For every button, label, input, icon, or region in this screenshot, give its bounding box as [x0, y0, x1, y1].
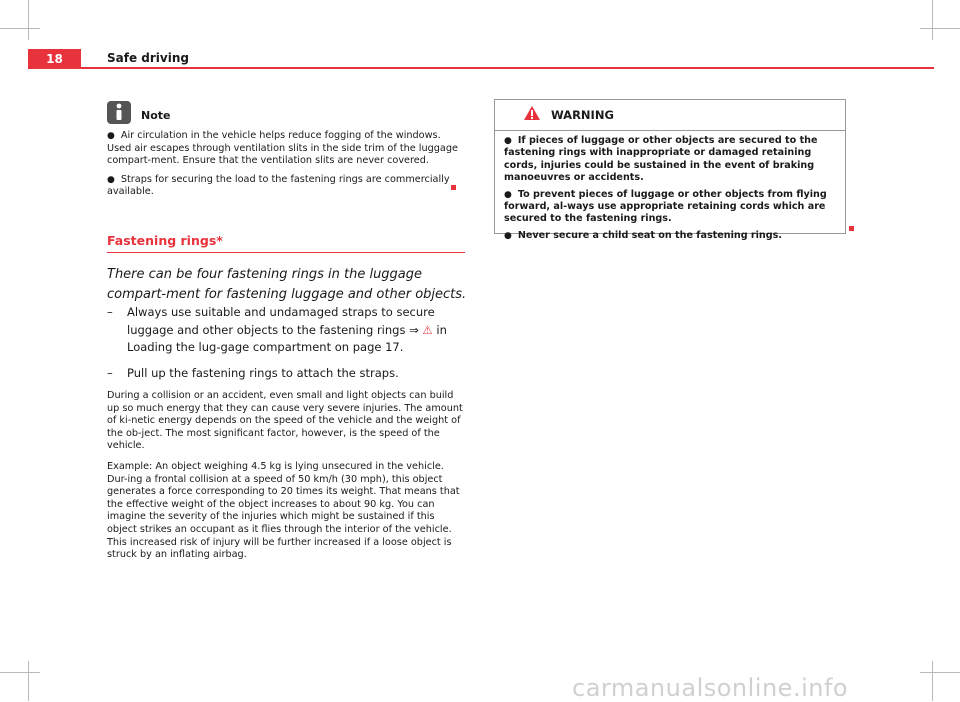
note-block	[107, 100, 465, 199]
info-icon	[107, 101, 131, 124]
bullet-icon: ●	[107, 174, 115, 185]
step-item: – Always use suitable and undamaged straps to secure luggage and other objects to the fastening rings ⇒ ⚠ in Loading the lug-gage compartment on page 17.	[107, 304, 467, 357]
section-end-mark-icon	[451, 185, 456, 190]
note-title: Note	[141, 108, 171, 122]
warning-bullet: ● To prevent pieces of luggage or other objects from flying forward, al-ways use appropriate retaining cords which are secured to the fastening rings.	[504, 188, 827, 225]
warning-body	[495, 131, 845, 242]
page-number: 18	[28, 49, 81, 69]
page-header-title: Safe driving	[107, 51, 189, 65]
crop-mark	[0, 672, 40, 673]
body-paragraph: During a collision or an accident, even small and light objects can build up so much energy that they can cause very severe injuries. The amount of ki-netic energy depends on the speed of the vehicle and the weight of the ob-ject. The most significant factor, however, is the speed of the vehicle.	[107, 390, 463, 452]
crop-mark	[920, 672, 960, 673]
step-item: – Pull up the fastening rings to attach the straps.	[107, 365, 467, 383]
warning-triangle-icon	[523, 105, 541, 125]
dash-icon: –	[107, 365, 113, 380]
section-end-mark-icon	[849, 226, 854, 231]
warning-header	[495, 100, 845, 131]
warning-reference-icon[interactable]: ⚠	[422, 322, 433, 337]
bullet-icon: ●	[504, 230, 512, 241]
crop-mark	[932, 0, 933, 40]
step-list	[107, 304, 467, 390]
section-body	[107, 390, 467, 570]
crop-mark	[28, 0, 29, 40]
bullet-icon: ●	[504, 136, 512, 146]
section-rule	[107, 252, 465, 253]
watermark: carmanualsonline.info	[572, 674, 849, 702]
dash-icon: –	[107, 305, 113, 319]
note-bullet: ● Straps for securing the load to the fastening rings are commercially available.	[107, 173, 450, 198]
section-heading	[107, 233, 465, 253]
section-title: Fastening rings*	[107, 233, 223, 248]
warning-bullet: ● If pieces of luggage or other objects are secured to the fastening rings with inappropriate or damaged retaining cords, injuries could be sustained in the event of braking manoeuvres or accidents.	[504, 135, 818, 184]
warning-box	[494, 99, 846, 241]
bullet-icon: ●	[504, 189, 512, 200]
header-rule	[81, 67, 934, 69]
crop-mark	[920, 28, 960, 29]
body-paragraph: Example: An object weighing 4.5 kg is lying unsecured in the vehicle. Dur-ing a frontal collision at a speed of 50 km/h (30 mph), this object generates a force corresponding to 20 times its weight. That means that the effective weight of the object increases to about 90 kg. You can imagine the severity of the injuries which might be sustained if this object strikes an occupant as it flies through the interior of the vehicle. This increased risk of injury will be further increased if a loose object is struck by an inflating airbag.	[107, 460, 460, 561]
bullet-icon: ●	[107, 131, 115, 141]
section-intro: There can be four fastening rings in the luggage compart-ment for fastening luggage and other objects.	[107, 267, 467, 302]
crop-mark	[0, 28, 40, 29]
crop-mark	[28, 661, 29, 701]
note-bullet: ● Air circulation in the vehicle helps reduce fogging of the windows. Used air escapes through ventilation slits in the side trim of the luggage compart-ment. Ensure that the ventilation slits are never covered.	[107, 130, 458, 167]
warning-title: WARNING	[551, 108, 614, 122]
warning-bullet: ● Never secure a child seat on the fastening rings.	[504, 229, 782, 241]
crop-mark	[932, 661, 933, 701]
